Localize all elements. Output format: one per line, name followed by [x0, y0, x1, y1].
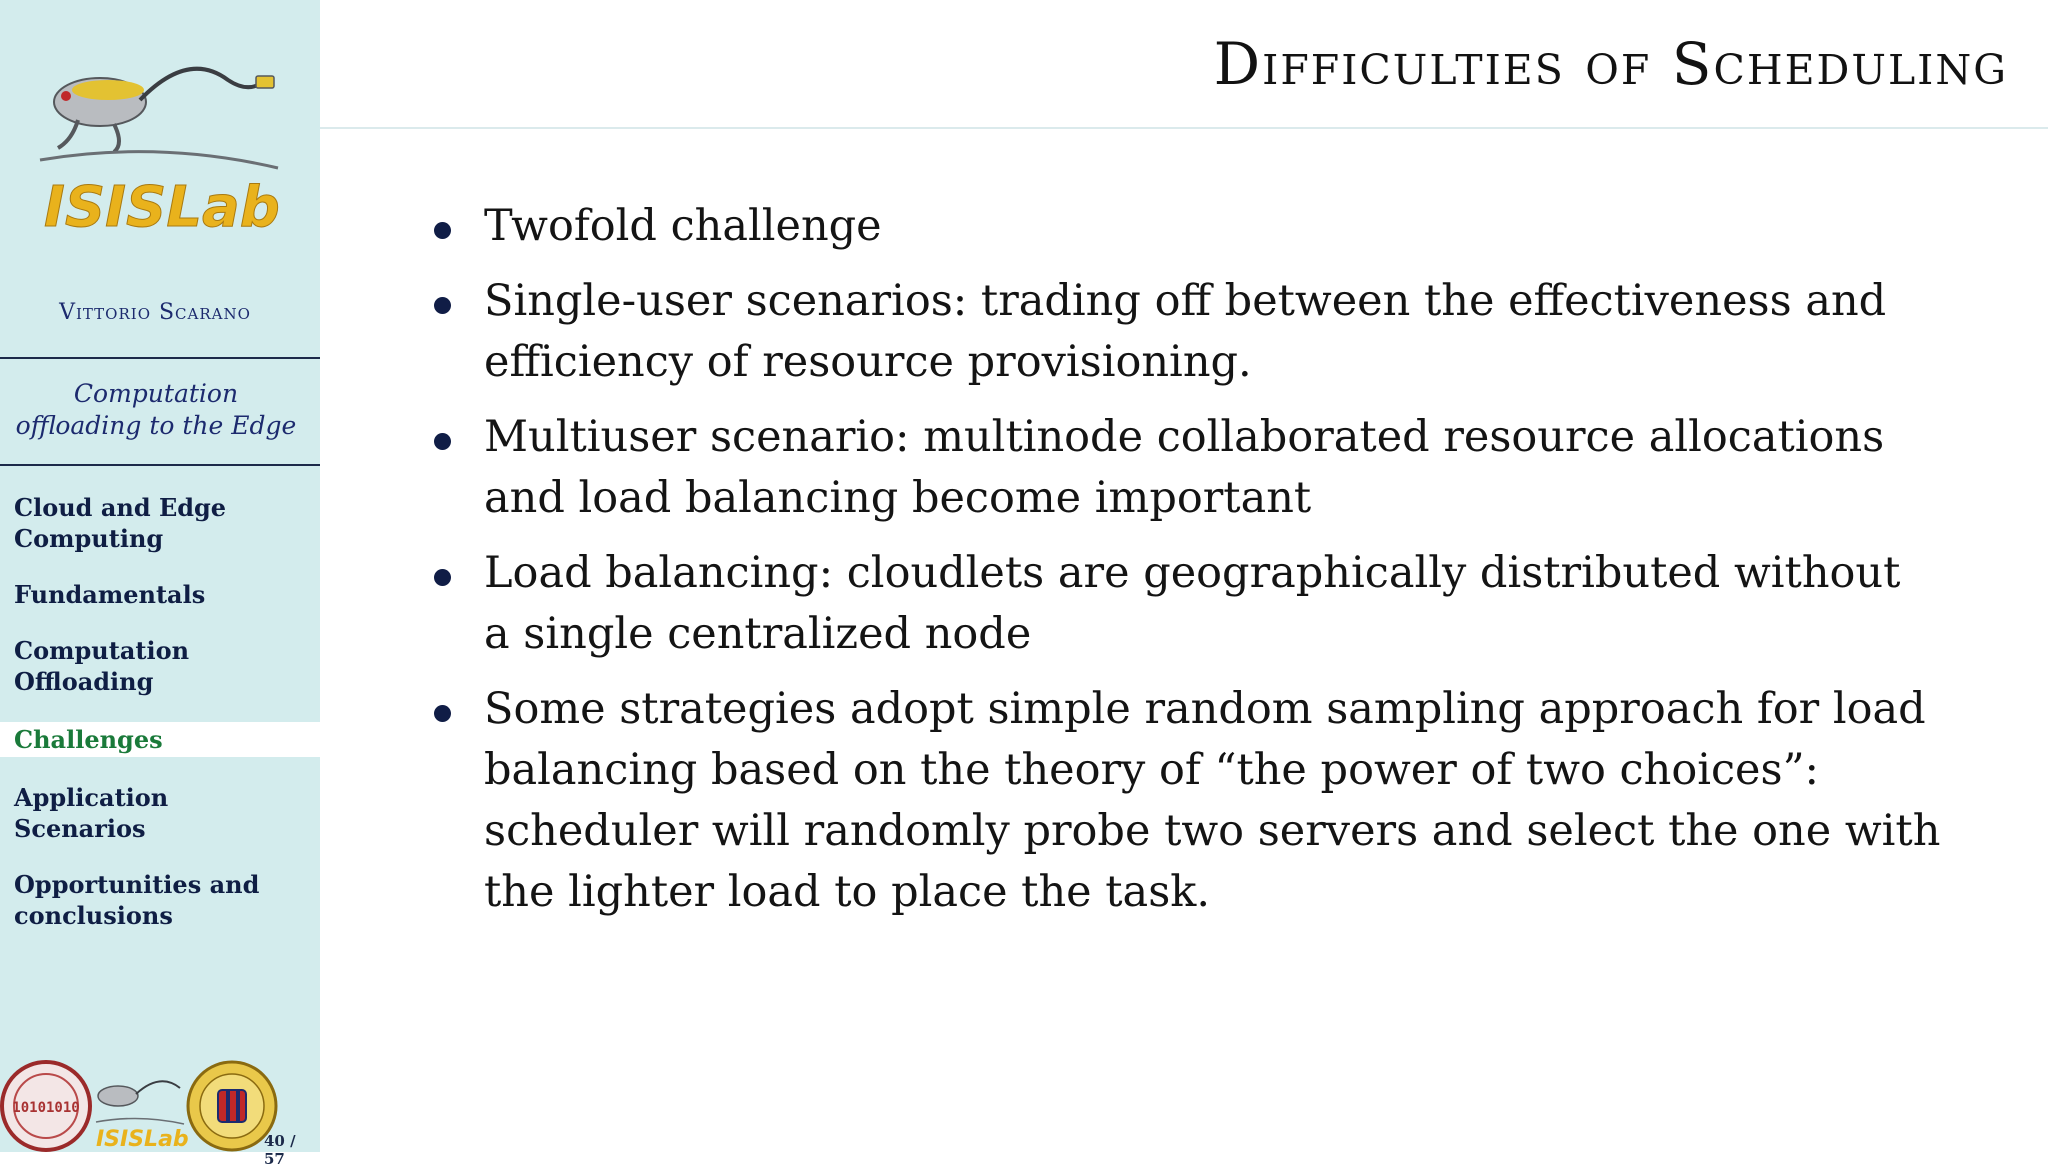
nav-item-label: Fundamentals	[14, 580, 206, 609]
bullet-dot-icon	[434, 222, 451, 239]
nav-item-cloud-and-edge-computing[interactable]	[0, 492, 320, 554]
bullet-item	[434, 407, 2004, 529]
section-nav	[0, 492, 320, 956]
bullet-line: scheduler will randomly probe two servers and select the one with	[484, 806, 1941, 856]
svg-text:10101010: 10101010	[12, 1100, 80, 1116]
page-number: 40 / 57	[264, 1132, 296, 1168]
department-seal-icon	[2, 1062, 90, 1150]
subtitle-line: Computation	[73, 379, 239, 408]
nav-item-challenges[interactable]	[0, 722, 320, 757]
bullet-line: Multiuser scenario: multinode collaborated resource allocations	[484, 412, 1885, 462]
sidebar	[0, 0, 320, 1168]
nav-item-application-scenarios[interactable]	[0, 782, 320, 844]
footer-logos	[0, 1056, 290, 1152]
nav-item-label: Cloud and Edge	[14, 493, 227, 522]
presentation-subtitle	[0, 378, 312, 442]
bullet-line: Single-user scenarios: trading off between the effectiveness and	[484, 276, 1887, 326]
title-divider	[320, 127, 2048, 129]
bullet-line: Load balancing: cloudlets are geographically distributed without	[484, 548, 1901, 598]
isislab-logo	[28, 40, 288, 250]
bullet-line: Twofold challenge	[484, 201, 882, 251]
subtitle-line: offloading to the Edge	[15, 411, 297, 440]
bullet-item	[434, 679, 2004, 923]
nav-item-label: Computation	[14, 636, 190, 665]
bullet-dot-icon	[434, 569, 451, 586]
sidebar-divider	[0, 357, 320, 359]
bullet-line: balancing based on the theory of “the power of two choices”:	[484, 745, 1820, 795]
bullet-dot-icon	[434, 705, 451, 722]
bullet-line: efficiency of resource provisioning.	[484, 337, 1252, 387]
nav-item-label: Scenarios	[14, 814, 146, 843]
bullet-item	[434, 543, 2004, 665]
svg-text:ISISLab: ISISLab	[44, 175, 280, 240]
university-crest-icon	[188, 1062, 276, 1150]
bullet-line: and load balancing become important	[484, 473, 1312, 523]
bullet-item	[434, 196, 2004, 257]
nav-item-label: Opportunities and	[14, 870, 260, 899]
bullet-item	[434, 271, 2004, 393]
bullet-line: Some strategies adopt simple random sampling approach for load	[484, 684, 1926, 734]
slide-title: Difficulties of Scheduling	[1213, 30, 2008, 98]
bullet-line: a single centralized node	[484, 609, 1032, 659]
nav-item-label: Challenges	[14, 725, 163, 754]
bullet-list	[434, 196, 2004, 937]
nav-item-fundamentals[interactable]	[0, 579, 320, 610]
nav-item-computation-offloading[interactable]	[0, 635, 320, 697]
nav-item-opportunities-and-conclusions[interactable]	[0, 869, 320, 931]
nav-item-label: Offloading	[14, 667, 154, 696]
isislab-small-logo	[96, 1081, 189, 1152]
usb-cable-icon	[140, 69, 260, 100]
bullet-dot-icon	[434, 297, 451, 314]
nav-item-label: Computing	[14, 524, 164, 553]
nav-item-label: conclusions	[14, 901, 173, 930]
author-name: Vittorio Scarano	[59, 300, 251, 325]
svg-text:ISISLab: ISISLab	[96, 1127, 189, 1152]
bullet-line: the lighter load to place the task.	[484, 867, 1210, 917]
bullet-dot-icon	[434, 433, 451, 450]
sidebar-divider	[0, 464, 320, 466]
nav-item-label: Application	[14, 783, 169, 812]
